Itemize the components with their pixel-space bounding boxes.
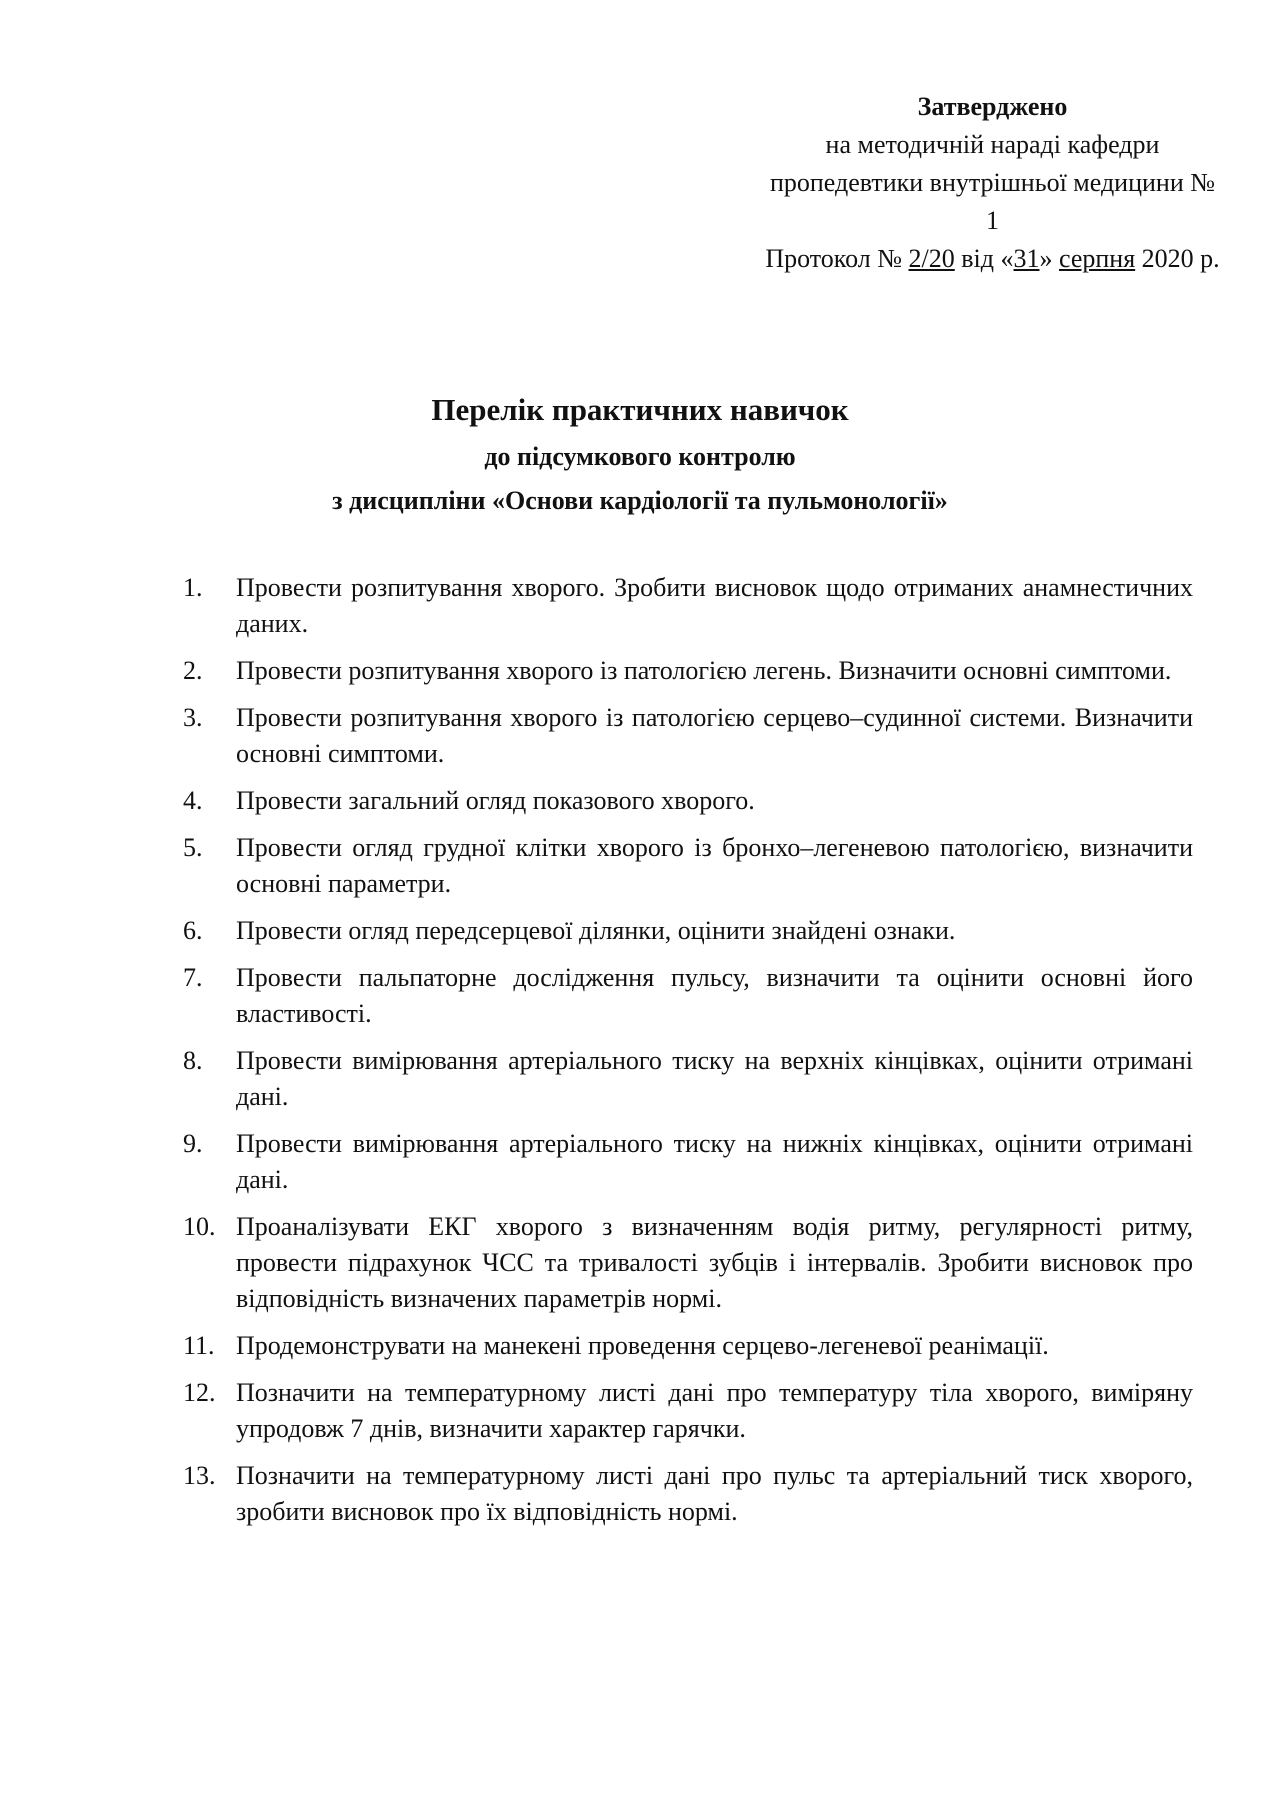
skill-item-8 xyxy=(183,1043,1193,1115)
skill-text: Провести огляд грудної клітки хворого із бронхо–легеневою патологією, визначити основні параметри. xyxy=(236,833,1193,898)
skill-item-13 xyxy=(183,1458,1193,1530)
skill-text: Провести огляд передсерцевої ділянки, оцінити знайдені ознаки. xyxy=(236,916,956,945)
protocol-quote-close: » xyxy=(1039,244,1059,273)
skill-item-9 xyxy=(183,1126,1193,1198)
document-subtitle-discipline: з дисципліни «Основи кардіології та пульмонології» xyxy=(332,486,948,515)
skill-item-3 xyxy=(183,700,1193,772)
approval-department: пропедевтики внутрішньої медицини № xyxy=(769,168,1216,197)
skill-item-12 xyxy=(183,1375,1193,1447)
skill-item-4 xyxy=(183,783,1193,819)
approval-department-number: 1 xyxy=(986,206,999,235)
protocol-year: 2020 р. xyxy=(1135,244,1220,273)
skill-text: Провести розпитування хворого із патологією легень. Визначити основні симптоми. xyxy=(236,656,1172,685)
skill-item-11 xyxy=(183,1328,1193,1364)
skill-number: 8. xyxy=(183,1046,203,1075)
skill-number: 11. xyxy=(183,1331,215,1360)
skill-text: Провести пальпаторне дослідження пульсу, визначити та оцінити основні його властивості. xyxy=(236,963,1193,1028)
skill-number: 5. xyxy=(183,833,203,862)
skill-number: 2. xyxy=(183,656,203,685)
skill-number: 7. xyxy=(183,963,203,992)
skills-list xyxy=(183,570,1193,1541)
skill-number: 12. xyxy=(183,1378,216,1407)
skill-number: 3. xyxy=(183,703,203,732)
skill-text: Провести розпитування хворого. Зробити висновок щодо отриманих анамнестичних даних. xyxy=(236,573,1193,638)
approval-heading: Затверджено xyxy=(917,92,1068,121)
skill-text: Продемонструвати на манекені проведення серцево-легеневої реанімації. xyxy=(236,1331,1049,1360)
document-subtitle-control: до підсумкового контролю xyxy=(484,442,796,471)
protocol-from: від « xyxy=(954,244,1014,273)
skill-number: 4. xyxy=(183,786,203,815)
skill-item-7 xyxy=(183,960,1193,1032)
protocol-number: 2/20 xyxy=(908,244,955,273)
approval-meeting: на методичній нараді кафедри xyxy=(825,130,1160,159)
approval-block xyxy=(700,88,1280,278)
skill-number: 13. xyxy=(183,1461,216,1490)
skill-number: 9. xyxy=(183,1129,203,1158)
protocol-prefix: Протокол № xyxy=(765,244,909,273)
skill-number: 6. xyxy=(183,916,203,945)
skill-text: Проаналізувати ЕКГ хворого з визначенням водія ритму, регулярності ритму, провести підрахунок ЧСС та тривалості зубців і інтервалів. Зробити висновок про відповідність визначених параметрів нормі. xyxy=(236,1212,1193,1313)
skill-text: Провести загальний огляд показового хворого. xyxy=(236,786,755,815)
skill-text: Провести вимірювання артеріального тиску на нижніх кінцівках, оцінити отримані дані. xyxy=(236,1129,1193,1194)
document-title: Перелік практичних навичок xyxy=(431,392,849,427)
skill-text: Позначити на температурному листі дані про температуру тіла хворого, виміряну упродовж 7 днів, визначити характер гарячки. xyxy=(236,1378,1193,1443)
skill-item-6 xyxy=(183,913,1193,949)
skill-item-10 xyxy=(183,1209,1193,1317)
skill-number: 10. xyxy=(183,1212,216,1241)
skill-text: Провести розпитування хворого із патологією серцево–судинної системи. Визначити основні симптоми. xyxy=(236,703,1193,768)
protocol-month: серпня xyxy=(1058,244,1136,273)
protocol-day: 31 xyxy=(1013,244,1040,273)
skill-text: Позначити на температурному листі дані про пульс та артеріальний тиск хворого, зробити висновок про їх відповідність нормі. xyxy=(236,1461,1193,1526)
approval-protocol xyxy=(700,240,1280,278)
skill-text: Провести вимірювання артеріального тиску на верхніх кінцівках, оцінити отримані дані. xyxy=(236,1046,1193,1111)
skill-number: 1. xyxy=(183,573,203,602)
skill-item-5 xyxy=(183,830,1193,902)
skill-item-2 xyxy=(183,653,1193,689)
skill-item-1 xyxy=(183,570,1193,642)
document-title-block xyxy=(0,385,1280,523)
